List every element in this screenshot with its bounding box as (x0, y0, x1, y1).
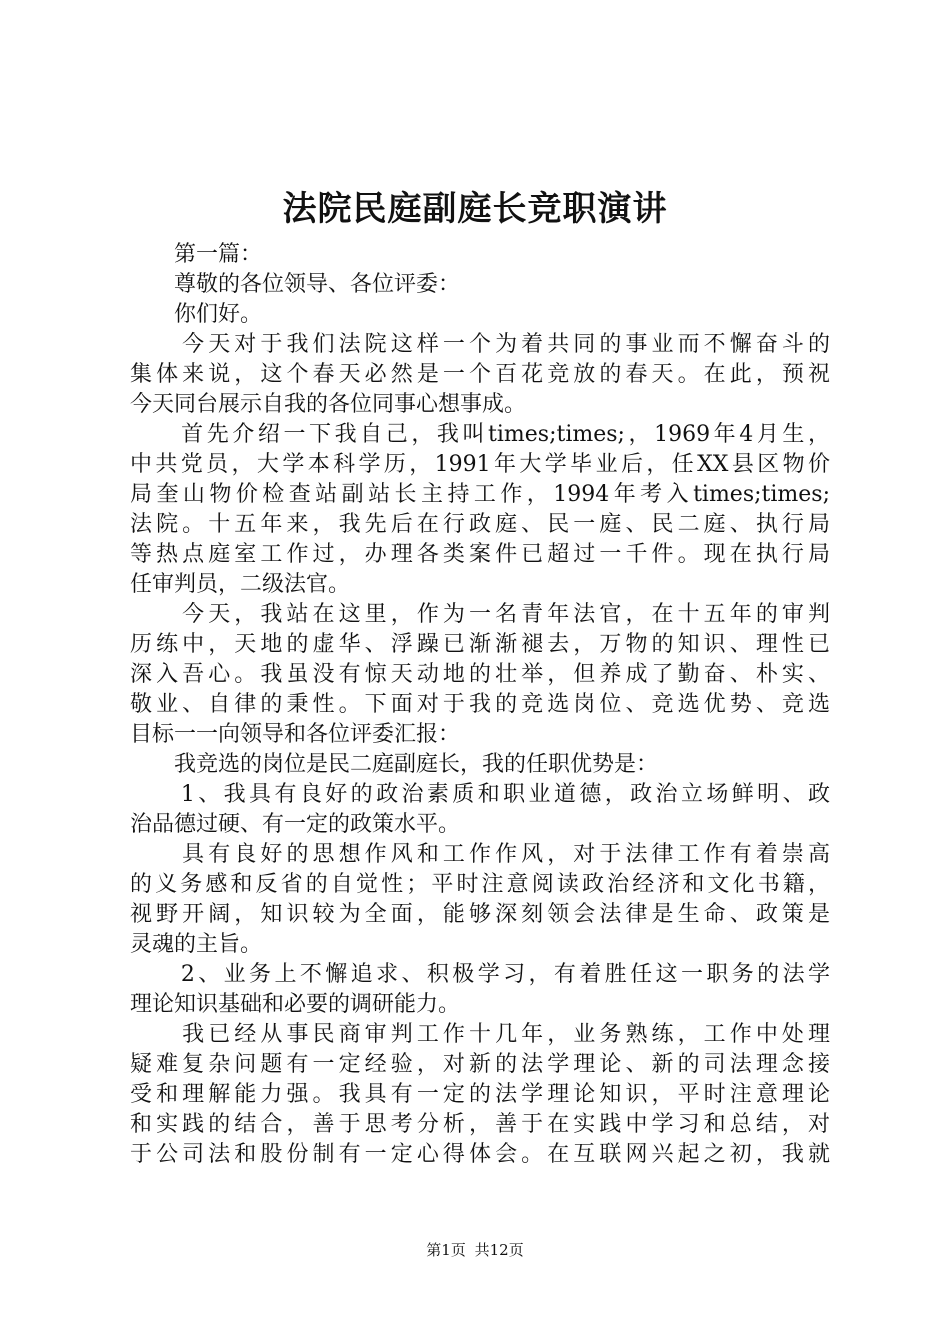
text-line: 历练中，天地的虚华、浮躁已渐渐褪去，万物的知识、理性已 (130, 632, 830, 657)
document-title: 法院民庭副庭长竞职演讲 (282, 189, 668, 229)
text-line: 视野开阔，知识较为全面，能够深刻领会法律是生命、政策是 (130, 902, 830, 927)
text-line: 于公司法和股份制有一定心得体会。在互联网兴起之初，我就 (130, 1142, 830, 1167)
page-total: 共12页 (474, 1241, 524, 1259)
text-line: 敬业、自律的秉性。下面对于我的竞选岗位、竞选优势、竞选 (130, 692, 830, 717)
page-footer (0, 1240, 950, 1260)
text-line: 和实践的结合，善于思考分析，善于在实践中学习和总结，对 (130, 1112, 830, 1137)
text-line: 具有良好的思想作风和工作作风，对于法律工作有着崇高 (130, 842, 830, 867)
text-line: 首先介绍一下我自己，我叫times;times;，1969年4月生， (130, 422, 830, 447)
text-line: 灵魂的主旨。 (130, 932, 263, 957)
text-line: 的义务感和反省的自觉性；平时注意阅读政治经济和文化书籍， (130, 872, 830, 897)
text-line: 集体来说，这个春天必然是一个百花竞放的春天。在此，预祝 (130, 362, 830, 387)
text-line: 法院。十五年来，我先后在行政庭、民一庭、民二庭、执行局 (130, 512, 830, 537)
text-line: 今天，我站在这里，作为一名青年法官，在十五年的审判 (130, 602, 830, 627)
text-line: 任审判员，二级法官。 (130, 572, 351, 597)
text-line: 深入吾心。我虽没有惊天动地的壮举，但养成了勤奋、朴实、 (130, 662, 830, 687)
text-line: 局奎山物价检查站副站长主持工作，1994年考入times;times; (130, 482, 830, 507)
text-line: 受和理解能力强。我具有一定的法学理论知识，平时注意理论 (130, 1082, 830, 1107)
text-line: 尊敬的各位领导、各位评委： (130, 272, 461, 297)
text-line: 目标一一向领导和各位评委汇报： (130, 722, 461, 747)
text-line: 你们好。 (130, 302, 263, 327)
text-line: 2、业务上不懈追求、积极学习，有着胜任这一职务的法学 (130, 962, 830, 987)
text-line: 今天对于我们法院这样一个为着共同的事业而不懈奋斗的 (130, 332, 830, 357)
text-line: 我竞选的岗位是民二庭副庭长，我的任职优势是： (130, 752, 659, 777)
text-line: 今天同台展示自我的各位同事心想事成。 (130, 392, 527, 417)
text-line: 疑难复杂问题有一定经验，对新的法学理论、新的司法理念接 (130, 1052, 830, 1077)
text-line: 治品德过硬、有一定的政策水平。 (130, 812, 461, 837)
text-line: 第一篇： (130, 242, 263, 267)
document-body (130, 240, 830, 1170)
page-number: 第1页 (426, 1241, 466, 1259)
text-line: 1、我具有良好的政治素质和职业道德，政治立场鲜明、政 (130, 782, 830, 807)
text-line: 中共党员，大学本科学历，1991年大学毕业后，任XX县区物价 (130, 452, 830, 477)
text-line: 等热点庭室工作过，办理各类案件已超过一千件。现在执行局 (130, 542, 830, 567)
text-line: 我已经从事民商审判工作十几年，业务熟练，工作中处理 (130, 1022, 830, 1047)
text-line: 理论知识基础和必要的调研能力。 (130, 992, 461, 1017)
